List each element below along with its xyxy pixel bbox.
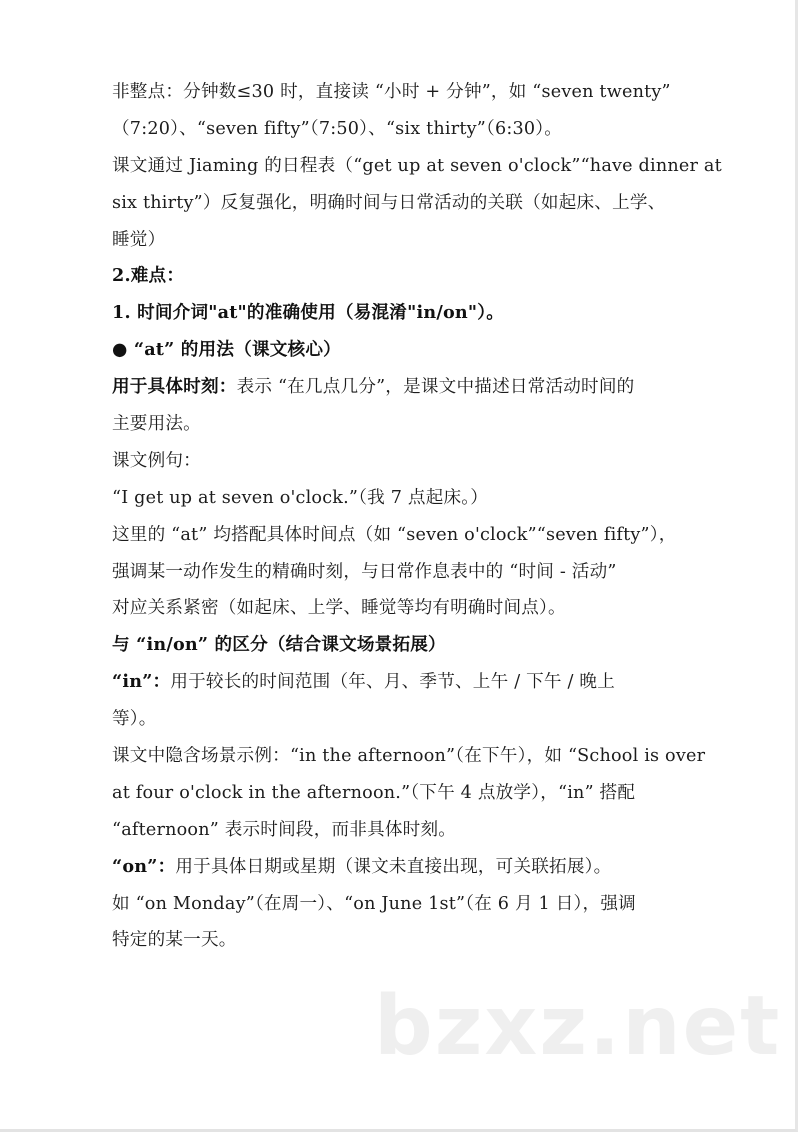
watermark-text: bzxz.net — [374, 979, 782, 1074]
text-line — [112, 669, 680, 706]
text-segment: 用于较长的时间范围（年、月、季节、上午 / 下午 / 晚上 — [170, 672, 615, 693]
text-line — [112, 854, 680, 891]
bold-text-segment: 与 “in/on” 的区分（结合课文场景拓展） — [112, 634, 446, 656]
text-line — [112, 153, 722, 190]
text-line — [112, 559, 680, 596]
text-line — [112, 632, 680, 669]
text-segment: 非整点：分钟数≤30 时，直接读 “小时 + 分钟”，如 “seven twenty” — [112, 82, 671, 102]
text-line — [112, 79, 680, 116]
text-segment: 这里的 “at” 均搭配具体时间点（如 “seven o'clock”“seven fifty”）， — [112, 524, 677, 545]
text-line — [112, 448, 680, 485]
bold-text-segment: 1. 时间介词"at"的准确使用（易混淆"in/on"）。 — [112, 302, 505, 324]
text-segment: 主要用法。 — [112, 414, 201, 435]
text-segment: （7:20）、“seven fifty”（7:50）、“six thirty”（6:30）。 — [112, 118, 563, 139]
text-line — [112, 227, 680, 264]
text-line — [112, 817, 680, 854]
text-line — [112, 522, 680, 559]
text-line — [112, 706, 680, 743]
text-segment: 对应关系紧密（如起床、上学、睡觉等均有明确时间点）。 — [112, 598, 566, 619]
text-segment: six thirty”）反复强化，明确时间与日常活动的关联（如起床、上学、 — [112, 192, 666, 213]
text-line — [112, 485, 680, 522]
text-line — [112, 263, 680, 300]
text-line — [112, 927, 680, 964]
text-segment: 表示 “在几点几分”，是课文中描述日常活动时间的 — [236, 377, 635, 398]
text-segment: 特定的某一天。 — [112, 930, 237, 951]
text-line — [112, 411, 680, 448]
text-segment: 课文通过 Jiaming 的日程表（“get up at seven o'clock”“have dinner at — [112, 155, 722, 176]
bold-text-segment: “in”： — [112, 671, 171, 693]
bold-text-segment: 用于具体时刻： — [112, 376, 237, 398]
text-segment: 睡觉） — [112, 229, 166, 250]
document-body — [112, 79, 722, 964]
text-segment: 如 “on Monday”（在周一）、“on June 1st”（在 6 月 1 日），强调 — [112, 893, 636, 914]
text-segment: 用于具体日期或星期（课文未直接出现，可关联拓展）。 — [175, 856, 612, 877]
text-segment: 课文例句： — [112, 450, 201, 471]
bold-text-segment: ● “at” 的用法（课文核心） — [112, 339, 341, 361]
text-segment: “afternoon” 表示时间段，而非具体时刻。 — [112, 819, 457, 840]
text-segment: 等）。 — [112, 709, 157, 730]
text-segment: 强调某一动作发生的精确时刻，与日常作息表中的 “时间 - 活动” — [112, 561, 617, 582]
bold-text-segment: 2.难点： — [112, 265, 185, 287]
text-line — [112, 116, 680, 153]
text-line — [112, 374, 680, 411]
text-line — [112, 891, 680, 928]
text-line — [112, 780, 680, 817]
text-line — [112, 190, 680, 227]
text-line — [112, 595, 680, 632]
text-line — [112, 743, 706, 780]
bold-text-segment: “on”： — [112, 855, 176, 877]
text-segment: 课文中隐含场景示例：“in the afternoon”（在下午），如 “School is over — [112, 746, 706, 767]
text-line — [112, 300, 680, 337]
text-segment: “I get up at seven o'clock.”（我 7 点起床。） — [112, 487, 489, 508]
text-segment: at four o'clock in the afternoon.”（下午 4 点放学），“in” 搭配 — [112, 782, 636, 803]
text-line — [112, 337, 680, 374]
